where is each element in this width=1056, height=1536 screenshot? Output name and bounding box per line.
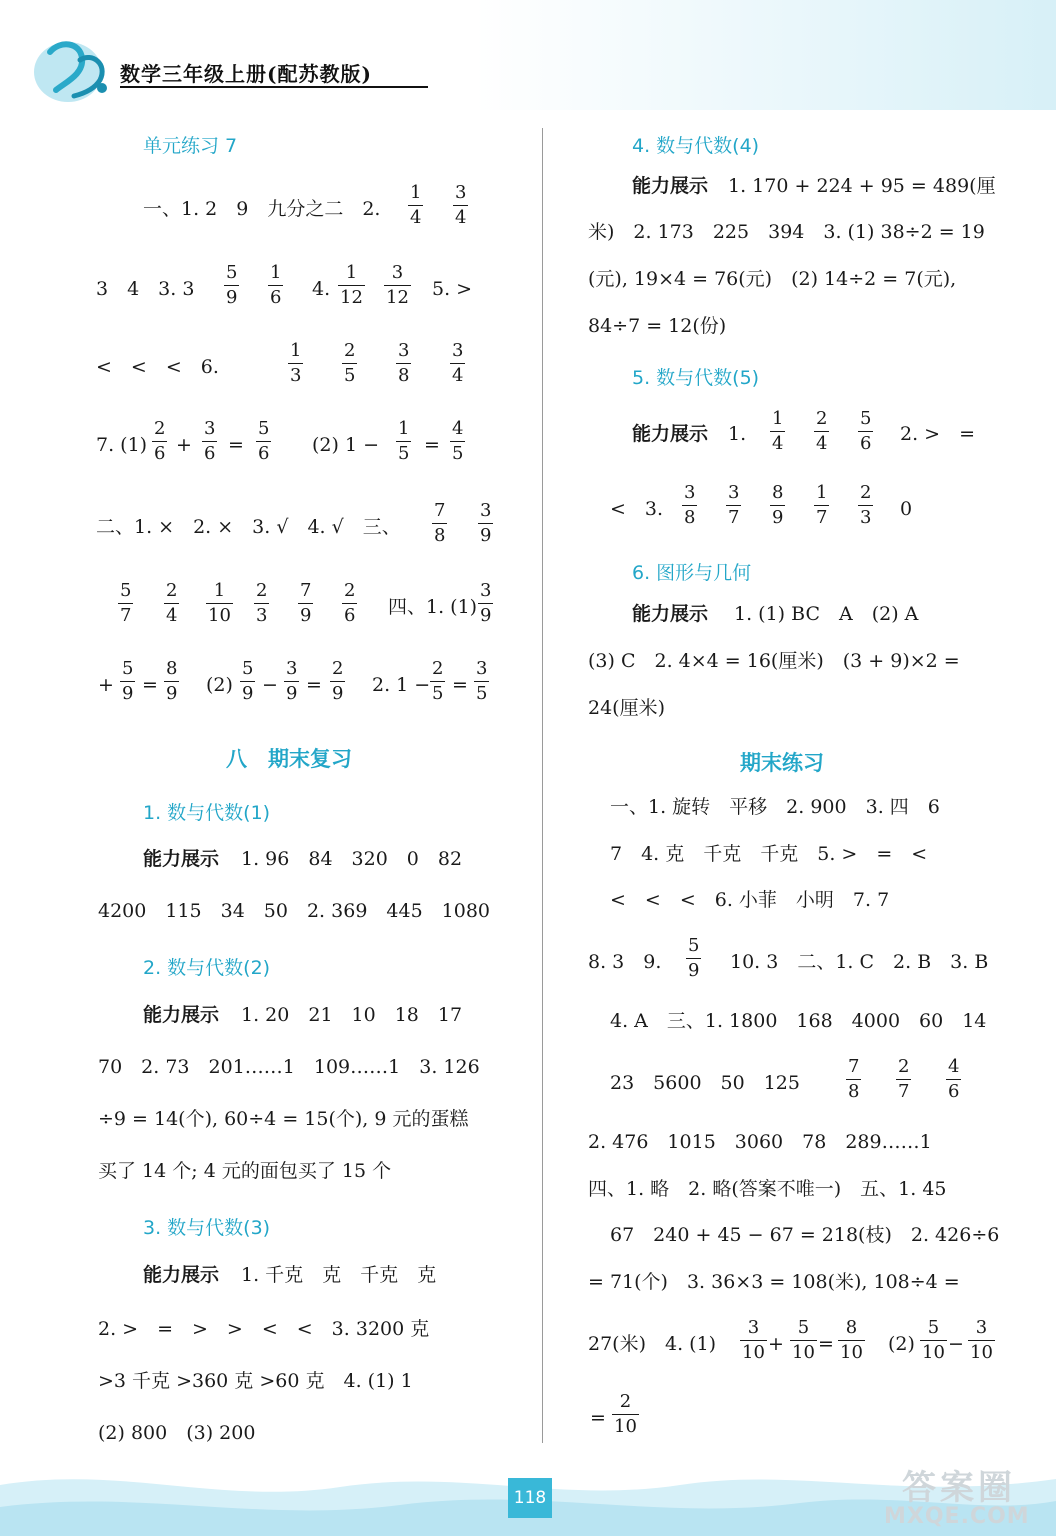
section-title: 1. 数与代数(1): [143, 802, 271, 824]
denominator: 9: [122, 683, 134, 704]
denominator: 7: [728, 507, 740, 528]
fraction: [453, 184, 468, 227]
equals-sign: =: [452, 674, 468, 696]
equals-sign: =: [818, 1333, 834, 1355]
answer-line: [143, 1006, 462, 1025]
fraction: [968, 1319, 995, 1362]
equals-sign: =: [306, 674, 322, 696]
fraction: [920, 1319, 947, 1362]
fraction: [612, 1393, 639, 1436]
fraction: [814, 410, 829, 453]
denominator: 10: [614, 1416, 637, 1437]
equals-sign: =: [228, 434, 244, 456]
denominator: 6: [270, 287, 282, 308]
watermark-logo: [880, 1460, 1056, 1536]
numerator: 2: [344, 340, 356, 361]
numerator: 5: [226, 262, 238, 283]
fraction: [432, 502, 447, 545]
answer-line: 67 240 + 45 − 67 = 218(枝) 2. 426÷6: [610, 1224, 1000, 1246]
answer-text: 1. 96 84 320 0 82: [241, 848, 463, 870]
denominator: 9: [332, 683, 344, 704]
answer-line: 84÷7 = 12(份): [588, 315, 727, 337]
numerator: 2: [898, 1056, 910, 1077]
denominator: 6: [258, 443, 270, 464]
numerator: 5: [122, 658, 134, 679]
fraction: [298, 582, 313, 625]
answer-line: 四、1. 略 2. 略(答案不唯一) 五、1. 45: [588, 1178, 947, 1200]
numerator: 2: [344, 580, 356, 601]
numerator: 3: [391, 262, 404, 283]
answer-line: 27(米) 4. (1): [588, 1333, 717, 1355]
answer-line: 一、1. 旋转 平移 2. 900 3. 四 6: [610, 796, 940, 818]
watermark-url: MXQE.COM: [884, 1504, 1030, 1529]
numerator: 1: [398, 418, 410, 439]
numerator: 2: [619, 1391, 632, 1412]
q2-line: 二、1. × 2. × 3. √ 4. √ 三、: [96, 516, 401, 538]
numerator: 3: [480, 500, 492, 521]
denominator: 6: [154, 443, 166, 464]
denominator: 3: [256, 605, 268, 626]
denominator: 9: [242, 683, 254, 704]
column-divider: [542, 128, 543, 1443]
answer-line: 8. 3 9.: [588, 951, 662, 973]
answer-line: [143, 1266, 436, 1285]
q1-line-c: < < < 6.: [96, 356, 219, 378]
section-title: 6. 图形与几何: [632, 562, 752, 584]
plus-sign: +: [176, 434, 192, 456]
denominator: 10: [970, 1342, 993, 1363]
fraction: [384, 264, 411, 307]
denominator: 8: [684, 507, 696, 528]
ability-label: 能力展示: [143, 1004, 220, 1026]
answer-line: [632, 177, 996, 196]
book-title: 数学三年级上册(配苏教版): [120, 62, 372, 86]
denominator: 4: [816, 433, 828, 454]
numerator: 1: [290, 340, 302, 361]
fraction: [450, 342, 465, 385]
answer-text: 1. 170 + 224 + 95 = 489(厘: [728, 175, 996, 197]
answer-line: >3 千克 >360 克 >60 克 4. (1) 1: [98, 1370, 413, 1392]
fraction: [838, 1319, 865, 1362]
denominator: 5: [432, 683, 444, 704]
denominator: 10: [208, 605, 231, 626]
minus-sign: −: [948, 1333, 964, 1355]
fraction: [790, 1319, 817, 1362]
denominator: 7: [120, 605, 132, 626]
unit7-title: 单元练习 7: [143, 135, 238, 157]
q4-line-b: (2): [206, 674, 233, 696]
fraction: [858, 410, 873, 453]
numerator: 2: [154, 418, 166, 439]
denominator: 3: [860, 507, 872, 528]
denominator: 4: [166, 605, 178, 626]
answer-line: 10. 3 二、1. C 2. B 3. B: [730, 951, 989, 973]
answer-line: 23 5600 50 125: [610, 1072, 800, 1094]
answer-line: < < < 6. 小菲 小明 7. 7: [610, 889, 890, 911]
denominator: 6: [948, 1081, 960, 1102]
q1-line-a: 一、1. 2 9 九分之二 2.: [143, 198, 381, 220]
fraction: [408, 184, 423, 227]
denominator: 5: [476, 683, 488, 704]
denominator: 3: [290, 365, 302, 386]
answer-line: 2. > = > > < < 3. 3200 克: [98, 1318, 430, 1340]
numerator: 5: [242, 658, 254, 679]
fraction: [256, 420, 271, 463]
denominator: 4: [455, 207, 467, 228]
answer-text: 0: [900, 498, 913, 520]
numerator: 2: [256, 580, 268, 601]
ability-label: 能力展示: [143, 848, 220, 870]
answer-line: 24(厘米): [588, 697, 666, 719]
denominator: 10: [922, 1342, 945, 1363]
numerator: 2: [432, 658, 444, 679]
numerator: 1: [345, 262, 358, 283]
ability-label: 能力展示: [632, 423, 709, 445]
numerator: 8: [845, 1317, 858, 1338]
fraction: [682, 484, 697, 527]
q7-line-b: (2) 1 −: [312, 434, 380, 456]
section-title: 5. 数与代数(5): [632, 367, 760, 389]
fraction: [284, 660, 299, 703]
page-header: [0, 0, 1056, 110]
denominator: 5: [344, 365, 356, 386]
answer-line: 70 2. 73 201……1 109……1 3. 126: [98, 1056, 480, 1078]
numerator: 3: [684, 482, 696, 503]
answer-line: [143, 850, 462, 869]
numerator: 4: [452, 418, 464, 439]
fraction: [206, 582, 233, 625]
fraction: [430, 660, 445, 703]
numerator: 2: [860, 482, 872, 503]
denominator: 4: [452, 365, 464, 386]
numerator: 1: [270, 262, 282, 283]
numerator: 7: [434, 500, 446, 521]
denominator: 6: [204, 443, 216, 464]
denominator: 4: [772, 433, 784, 454]
numerator: 7: [300, 580, 312, 601]
fraction: [164, 660, 179, 703]
denominator: 12: [340, 287, 363, 308]
numerator: 2: [332, 658, 344, 679]
denominator: 5: [452, 443, 464, 464]
numerator: 3: [398, 340, 410, 361]
answer-text: 2. > =: [900, 423, 976, 445]
answer-line: [632, 605, 918, 624]
numerator: 3: [975, 1317, 988, 1338]
answer-text: 1. 20 21 10 18 17: [241, 1004, 463, 1026]
answer-line: 4. A 三、1. 1800 168 4000 60 14: [610, 1010, 987, 1032]
ability-label: 能力展示: [632, 175, 709, 197]
answer-text: 1. (1) BC A (2) A: [734, 603, 919, 625]
book-logo-icon: [30, 30, 120, 105]
numerator: 3: [452, 340, 464, 361]
denominator: 9: [480, 605, 492, 626]
plus-sign: +: [98, 674, 114, 696]
denominator: 10: [840, 1342, 863, 1363]
ability-label: 能力展示: [632, 603, 709, 625]
fraction: [770, 484, 785, 527]
chapter-8-title: 八 期末复习: [226, 747, 352, 771]
denominator: 9: [166, 683, 178, 704]
numerator: 3: [455, 182, 467, 203]
answer-line: 4200 115 34 50 2. 369 445 1080: [98, 900, 491, 922]
title-underline: [120, 86, 428, 88]
denominator: 7: [898, 1081, 910, 1102]
numerator: 5: [860, 408, 872, 429]
denominator: 9: [286, 683, 298, 704]
fraction: [946, 1058, 961, 1101]
numerator: 1: [816, 482, 828, 503]
fraction: [202, 420, 217, 463]
answer-line: 2. 476 1015 3060 78 289……1: [588, 1131, 932, 1153]
numerator: 5: [797, 1317, 810, 1338]
fraction: [896, 1058, 911, 1101]
answer-line: [632, 425, 746, 444]
answer-line: 买了 14 个; 4 元的面包买了 15 个: [98, 1160, 392, 1182]
fraction: [268, 264, 283, 307]
watermark-text: 答案圈: [902, 1468, 1016, 1508]
answer-line: (元), 19×4 = 76(元) (2) 14÷2 = 7(元),: [588, 268, 957, 290]
denominator: 9: [772, 507, 784, 528]
equals-sign: =: [142, 674, 158, 696]
denominator: 6: [344, 605, 356, 626]
denominator: 5: [398, 443, 410, 464]
numerator: 2: [166, 580, 178, 601]
numerator: 1: [772, 408, 784, 429]
answer-text: < 3.: [610, 498, 664, 520]
fraction: [342, 342, 357, 385]
fraction: [240, 660, 255, 703]
q1-line-b: 3 4 3. 3: [96, 278, 195, 300]
numerator: 5: [258, 418, 270, 439]
fraction: [814, 484, 829, 527]
numerator: 7: [848, 1056, 860, 1077]
q4-line-c: 2. 1 −: [372, 674, 431, 696]
answer-text: 1.: [728, 423, 747, 445]
fraction: [224, 264, 239, 307]
denominator: 12: [386, 287, 409, 308]
ability-label: 能力展示: [143, 1264, 220, 1286]
numerator: 4: [948, 1056, 960, 1077]
numerator: 3: [286, 658, 298, 679]
answer-text: 1. 千克 克 千克 克: [241, 1264, 437, 1286]
fraction: [120, 660, 135, 703]
fraction: [342, 582, 357, 625]
denominator: 4: [410, 207, 422, 228]
fraction: [726, 484, 741, 527]
denominator: 7: [816, 507, 828, 528]
plus-sign: +: [768, 1333, 784, 1355]
answer-line: ÷9 = 14(个), 60÷4 = 15(个), 9 元的蛋糕: [98, 1108, 469, 1130]
section-title: 3. 数与代数(3): [143, 1217, 271, 1239]
denominator: 8: [398, 365, 410, 386]
numerator: 5: [120, 580, 132, 601]
section-title: 4. 数与代数(4): [632, 135, 760, 157]
minus-sign: −: [262, 674, 278, 696]
q1-line-b3: 5. >: [432, 278, 473, 300]
numerator: 3: [480, 580, 492, 601]
numerator: 3: [204, 418, 216, 439]
numerator: 5: [688, 935, 700, 956]
answer-line: (2): [888, 1333, 915, 1355]
final-practice-title: 期末练习: [740, 751, 824, 775]
fraction: [740, 1319, 767, 1362]
numerator: 8: [772, 482, 784, 503]
fraction: [118, 582, 133, 625]
fraction: [478, 582, 493, 625]
denominator: 8: [848, 1081, 860, 1102]
denominator: 9: [688, 960, 700, 981]
answer-line: (2) 800 (3) 200: [98, 1422, 256, 1444]
fraction: [254, 582, 269, 625]
page-number: 118: [508, 1478, 552, 1518]
fraction: [686, 937, 701, 980]
fraction: [338, 264, 365, 307]
fraction: [152, 420, 167, 463]
equals-sign: =: [424, 434, 440, 456]
denominator: 9: [480, 525, 492, 546]
q4-line-a: 四、1. (1): [388, 596, 478, 618]
numerator: 1: [410, 182, 422, 203]
fraction: [478, 502, 493, 545]
equals-sign: =: [590, 1407, 606, 1429]
numerator: 5: [927, 1317, 940, 1338]
numerator: 1: [213, 580, 226, 601]
denominator: 10: [792, 1342, 815, 1363]
numerator: 3: [476, 658, 488, 679]
denominator: 9: [300, 605, 312, 626]
numerator: 3: [747, 1317, 760, 1338]
fraction: [474, 660, 489, 703]
q1-line-b2: 4.: [312, 278, 331, 300]
numerator: 8: [166, 658, 178, 679]
fraction: [450, 420, 465, 463]
fraction: [846, 1058, 861, 1101]
fraction: [288, 342, 303, 385]
fraction: [396, 342, 411, 385]
fraction: [770, 410, 785, 453]
fraction: [164, 582, 179, 625]
answer-line: = 71(个) 3. 36×3 = 108(米), 108÷4 =: [588, 1271, 960, 1293]
section-title: 2. 数与代数(2): [143, 957, 271, 979]
denominator: 10: [742, 1342, 765, 1363]
denominator: 6: [860, 433, 872, 454]
answer-line: (3) C 2. 4×4 = 16(厘米) (3 + 9)×2 =: [588, 650, 960, 672]
answer-line: 7 4. 克 千克 千克 5. > = <: [610, 843, 928, 865]
fraction: [396, 420, 411, 463]
denominator: 9: [226, 287, 238, 308]
header-background: [0, 0, 1056, 110]
q7-line-a: 7. (1): [96, 434, 148, 456]
numerator: 2: [816, 408, 828, 429]
denominator: 8: [434, 525, 446, 546]
answer-line: 米) 2. 173 225 394 3. (1) 38÷2 = 19: [588, 221, 985, 243]
numerator: 3: [728, 482, 740, 503]
fraction: [330, 660, 345, 703]
fraction: [858, 484, 873, 527]
